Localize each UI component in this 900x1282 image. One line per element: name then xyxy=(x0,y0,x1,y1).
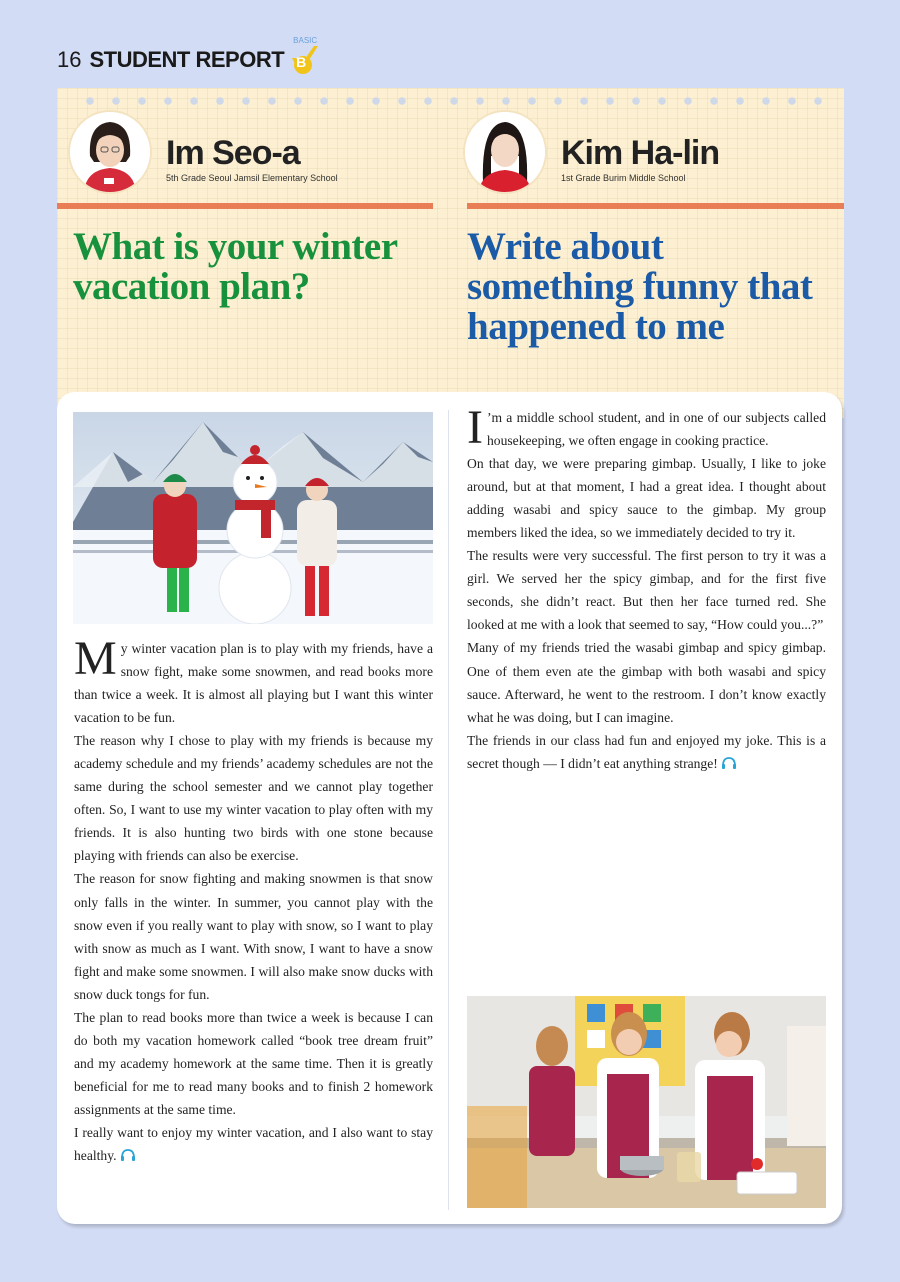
paragraph xyxy=(74,1121,433,1167)
dot-strip xyxy=(77,96,827,106)
article-right xyxy=(467,401,826,775)
paragraph-text: ’m a middle school student, and in one of our subjects called housekeeping, we often engage in cooking practice. xyxy=(486,410,826,449)
headline-line: happened to me xyxy=(467,305,725,348)
drop-cap: I xyxy=(467,401,483,454)
page-number: 16 xyxy=(57,47,82,72)
page-header xyxy=(57,36,324,80)
avatar xyxy=(70,112,150,192)
student-name: Im Seo-a xyxy=(166,134,300,172)
paragraph-text: The friends in our class had fun and enjoyed my joke. This is a secret though — I didn’t eat anything strange! xyxy=(467,732,826,771)
headline-right xyxy=(467,227,847,347)
drop-cap: M xyxy=(74,632,117,685)
profile-kim-ha-lin xyxy=(465,112,719,192)
student-school: 1st Grade Burim Middle School xyxy=(561,173,686,183)
headline-line: vacation plan? xyxy=(73,265,310,308)
headphones-icon xyxy=(721,756,737,770)
paragraph: The reason for snow fighting and making snowmen is that snow only falls in the winter. In summer, you cannot play with the snow even if you really want to play with snow, so I want to play with snow as much as I want. With snow, I want to have a snow fight and make some snowmen. I will also make snow ducks with snow duck tongs for fun. xyxy=(74,871,433,1002)
paragraph-text: y winter vacation plan is to play with my friends, have a snow fight, make some snowmen, and read books more than twice a week. It is almost all playing but I want this winter vacation to be fun. xyxy=(74,641,433,726)
snowman-photo xyxy=(73,412,433,624)
basic-badge xyxy=(290,36,324,80)
paragraph xyxy=(467,401,826,454)
paragraph xyxy=(467,729,826,775)
article-left xyxy=(74,632,433,1167)
student-portrait xyxy=(465,112,545,192)
accent-bar-right xyxy=(467,203,844,209)
accent-bar-left xyxy=(57,203,433,209)
paragraph: The plan to read books more than twice a week is because I can do both my vacation homework called “book tree dream fruit” and my academy homework at the same time. Then it is greatly beneficial for me to read many books and to finish 2 homework assignments at the same time. xyxy=(74,1009,433,1117)
student-name: Kim Ha-lin xyxy=(561,134,720,172)
paragraph: The reason why I chose to play with my friends is because my academy schedule and my friends’ academy schedules are not the same during the school semester and we cannot play together often. So, I want to use my winter vacation to play often with my friends. It is also hunting two birds with one stone because playing with friends can also be exercise. xyxy=(74,733,433,864)
paragraph: Many of my friends tried the wasabi gimbap and spicy gimbap. One of them even ate the gimbap with both wasabi and spicy sauce. Afterward, he went to the restroom. I don’t know exactly what he was doing, but I can imagine. xyxy=(467,640,826,725)
cooking-class-photo xyxy=(467,996,826,1208)
paragraph: The results were very successful. The first person to try it was a girl. We served her the spicy gimbap, and for the first five seconds, she didn’t react. But then her face turned red. She looked at me with a look that seemed to say, “How could you...?” xyxy=(467,548,826,633)
badge-letter: B xyxy=(296,54,307,70)
paragraph: On that day, we were preparing gimbap. Usually, I like to joke around, but at that moment, I had a great idea. I thought about adding wasabi and spicy sauce to the gimbap. My group members liked the idea, so we immediately decided to try it. xyxy=(467,456,826,541)
headline-line: Write about xyxy=(467,225,664,268)
paragraph xyxy=(74,632,433,729)
headline-line: something funny that xyxy=(467,265,813,308)
headline-line: What is your winter xyxy=(73,225,398,268)
student-portrait xyxy=(70,112,150,192)
profile-im-seo-a xyxy=(70,112,338,192)
paragraph-text: I really want to enjoy my winter vacation, and I also want to stay healthy. xyxy=(74,1124,433,1164)
column-divider xyxy=(448,410,449,1210)
badge-small-label: BASIC xyxy=(293,36,318,45)
headphones-icon xyxy=(120,1148,136,1162)
headline-left xyxy=(73,227,443,307)
avatar xyxy=(465,112,545,192)
page-title: STUDENT REPORT xyxy=(89,47,285,72)
student-school: 5th Grade Seoul Jamsil Elementary School xyxy=(166,173,338,183)
